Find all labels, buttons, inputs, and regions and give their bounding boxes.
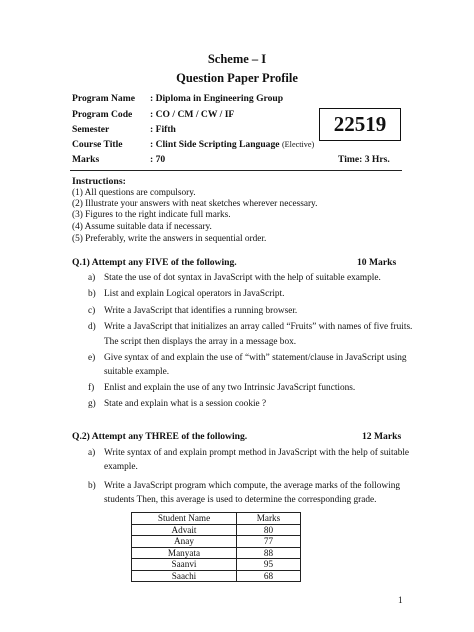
q1-item-text: Write a JavaScript that initializes an array called “Fruits” with names of five fruits. bbox=[104, 322, 413, 332]
marks-cell: 95 bbox=[237, 559, 301, 571]
page-title: Question Paper Profile bbox=[176, 71, 298, 85]
table-row bbox=[132, 570, 301, 582]
q2-marks: 12 Marks bbox=[362, 431, 402, 442]
marks-value: : 70 bbox=[150, 154, 166, 165]
header-divider bbox=[70, 170, 402, 171]
instructions-heading: Instructions: bbox=[72, 176, 126, 187]
q2-item-text: Write a JavaScript program which compute, the average marks of the following bbox=[104, 481, 400, 491]
q1-item-letter: d) bbox=[88, 322, 96, 332]
semester-value: : Fifth bbox=[150, 124, 176, 135]
course-title-label: Course Title bbox=[72, 139, 123, 150]
marks-cell: 88 bbox=[237, 547, 301, 559]
q2-item-letter: b) bbox=[88, 481, 96, 491]
q1-item-letter: c) bbox=[88, 306, 96, 316]
program-code-value: : CO / CM / CW / IF bbox=[150, 109, 235, 120]
student-marks-table bbox=[131, 512, 301, 582]
table-row bbox=[132, 547, 301, 559]
q1-item-text: State and explain what is a session cookie ? bbox=[104, 399, 267, 409]
marks-cell: 80 bbox=[237, 524, 301, 536]
q1-item-letter: b) bbox=[88, 289, 96, 299]
table-row bbox=[132, 536, 301, 548]
program-name-label: Program Name bbox=[72, 93, 135, 104]
instruction-item: (5) Preferably, write the answers in sequential order. bbox=[72, 234, 267, 244]
q2-heading: Q.2) Attempt any THREE of the following. bbox=[72, 431, 248, 442]
q1-item-text: Enlist and explain the use of any two Intrinsic JavaScript functions. bbox=[104, 383, 356, 393]
q1-item-continuation: The script then displays the array in a message box. bbox=[104, 337, 297, 347]
student-name-cell: Saachi bbox=[132, 570, 237, 582]
subject-code-box: 22519 bbox=[319, 108, 401, 141]
q1-heading: Q.1) Attempt any FIVE of the following. bbox=[72, 257, 237, 268]
q2-item-continuation: example. bbox=[104, 462, 138, 472]
q2-item-text: Write syntax of and explain prompt method in JavaScript with the help of suitable bbox=[104, 448, 410, 458]
exam-time: Time: 3 Hrs. bbox=[338, 154, 390, 165]
q1-item-text: State the use of dot syntax in JavaScript with the help of suitable example. bbox=[104, 273, 381, 283]
student-name-cell: Advait bbox=[132, 524, 237, 536]
q1-item-text: List and explain Logical operators in JavaScript. bbox=[104, 289, 285, 299]
column-header: Marks bbox=[237, 513, 301, 525]
q1-item-text: Write a JavaScript that identifies a running browser. bbox=[104, 306, 298, 316]
table-row bbox=[132, 559, 301, 571]
instruction-item: (2) Illustrate your answers with neat sketches wherever necessary. bbox=[72, 199, 318, 209]
q1-item-letter: g) bbox=[88, 399, 96, 409]
page-number: 1 bbox=[398, 596, 403, 606]
scheme-label: Scheme – I bbox=[207, 52, 267, 66]
marks-cell: 68 bbox=[237, 570, 301, 582]
q1-item-letter: a) bbox=[88, 273, 96, 283]
q1-marks: 10 Marks bbox=[357, 257, 397, 268]
q1-item-text: Give syntax of and explain the use of “with” statement/clause in JavaScript using bbox=[104, 353, 407, 363]
course-title-text: : Clint Side Scripting Language bbox=[150, 139, 280, 150]
q1-item-letter: f) bbox=[88, 383, 95, 393]
program-name-value: : Diploma in Engineering Group bbox=[150, 93, 284, 104]
marks-label: Marks bbox=[72, 154, 100, 165]
course-title-value bbox=[150, 139, 314, 150]
column-header: Student Name bbox=[132, 513, 237, 525]
q1-item-letter: e) bbox=[88, 353, 96, 363]
instruction-item: (4) Assume suitable data if necessary. bbox=[72, 222, 212, 232]
student-name-cell: Anay bbox=[132, 536, 237, 548]
q2-item-letter: a) bbox=[88, 448, 96, 458]
q2-item-continuation: students Then, this average is used to determine the corresponding grade. bbox=[104, 495, 377, 505]
course-elective-note: (Elective) bbox=[281, 140, 315, 149]
student-name-cell: Saanvi bbox=[132, 559, 237, 571]
instruction-item: (3) Figures to the right indicate full marks. bbox=[72, 210, 231, 220]
q1-item-continuation: suitable example. bbox=[104, 367, 170, 377]
instruction-item: (1) All questions are compulsory. bbox=[72, 188, 196, 198]
table-header-row bbox=[132, 513, 301, 525]
program-code-label: Program Code bbox=[72, 109, 133, 120]
student-name-cell: Manyata bbox=[132, 547, 237, 559]
marks-cell: 77 bbox=[237, 536, 301, 548]
table-row bbox=[132, 524, 301, 536]
semester-label: Semester bbox=[72, 124, 110, 135]
